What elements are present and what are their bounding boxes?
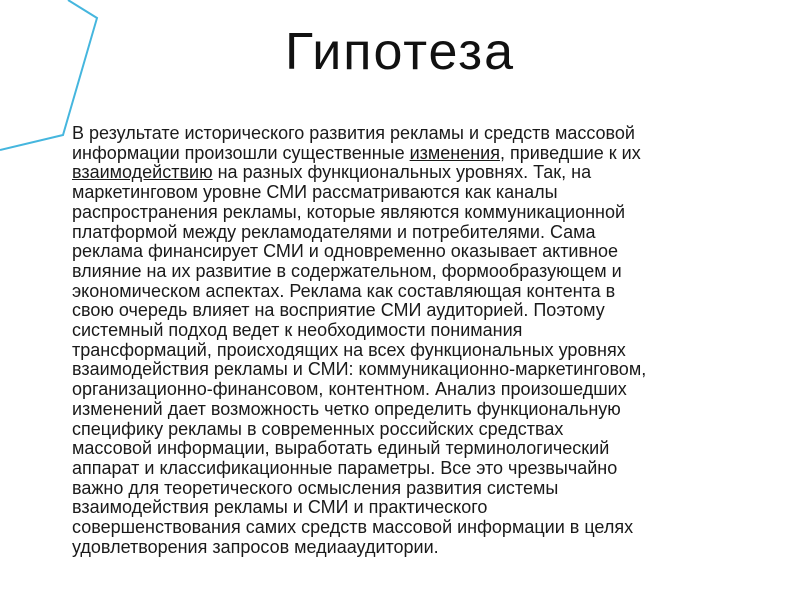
slide-title: Гипотеза [285,23,515,81]
body-text-part-3: на разных функциональных уровнях. Так, на маркетинговом уровне СМИ рассматриваются как каналы распространения рекламы, которые являются коммуникационной платформой между рекламодателями и потребителями. Сама реклама финансирует СМИ и одновременно оказывает активное влияние на их развитие в содержательном, формообразующем и экономическом аспектах. Реклама как составляющая контента в свою очередь влияет на восприятие СМИ аудиторией. Поэтому системный подход ведет к необходимости понимания трансформаций, происходящих на всех функциональных уровнях взаимодействия рекламы и СМИ: коммуникационно-маркетинговом, организационно-финансовом, контентном. Анализ произошедших изменений дает возможность четко определить функциональную специфику рекламы в современных российских средствах массовой информации, выработать единый терминологический аппарат и классификационные параметры. Все это чрезвычайно важно для теоретического осмысления развития системы взаимодействия рекламы и СМИ и практического совершенствования самих средств массовой информации в целях удовлетворения запросов медиааудитории. [72,162,647,557]
link-vzaimodeystviyu[interactable]: взаимодействию [72,162,213,183]
body-text-part-2: , приведшие к их [499,142,641,163]
slide-body-text [72,124,772,600]
link-izmeneniya[interactable]: изменения [409,142,500,163]
body-text-part-1: В результате исторического развития рекламы и средств массовой информации произошли существенные [72,124,635,163]
